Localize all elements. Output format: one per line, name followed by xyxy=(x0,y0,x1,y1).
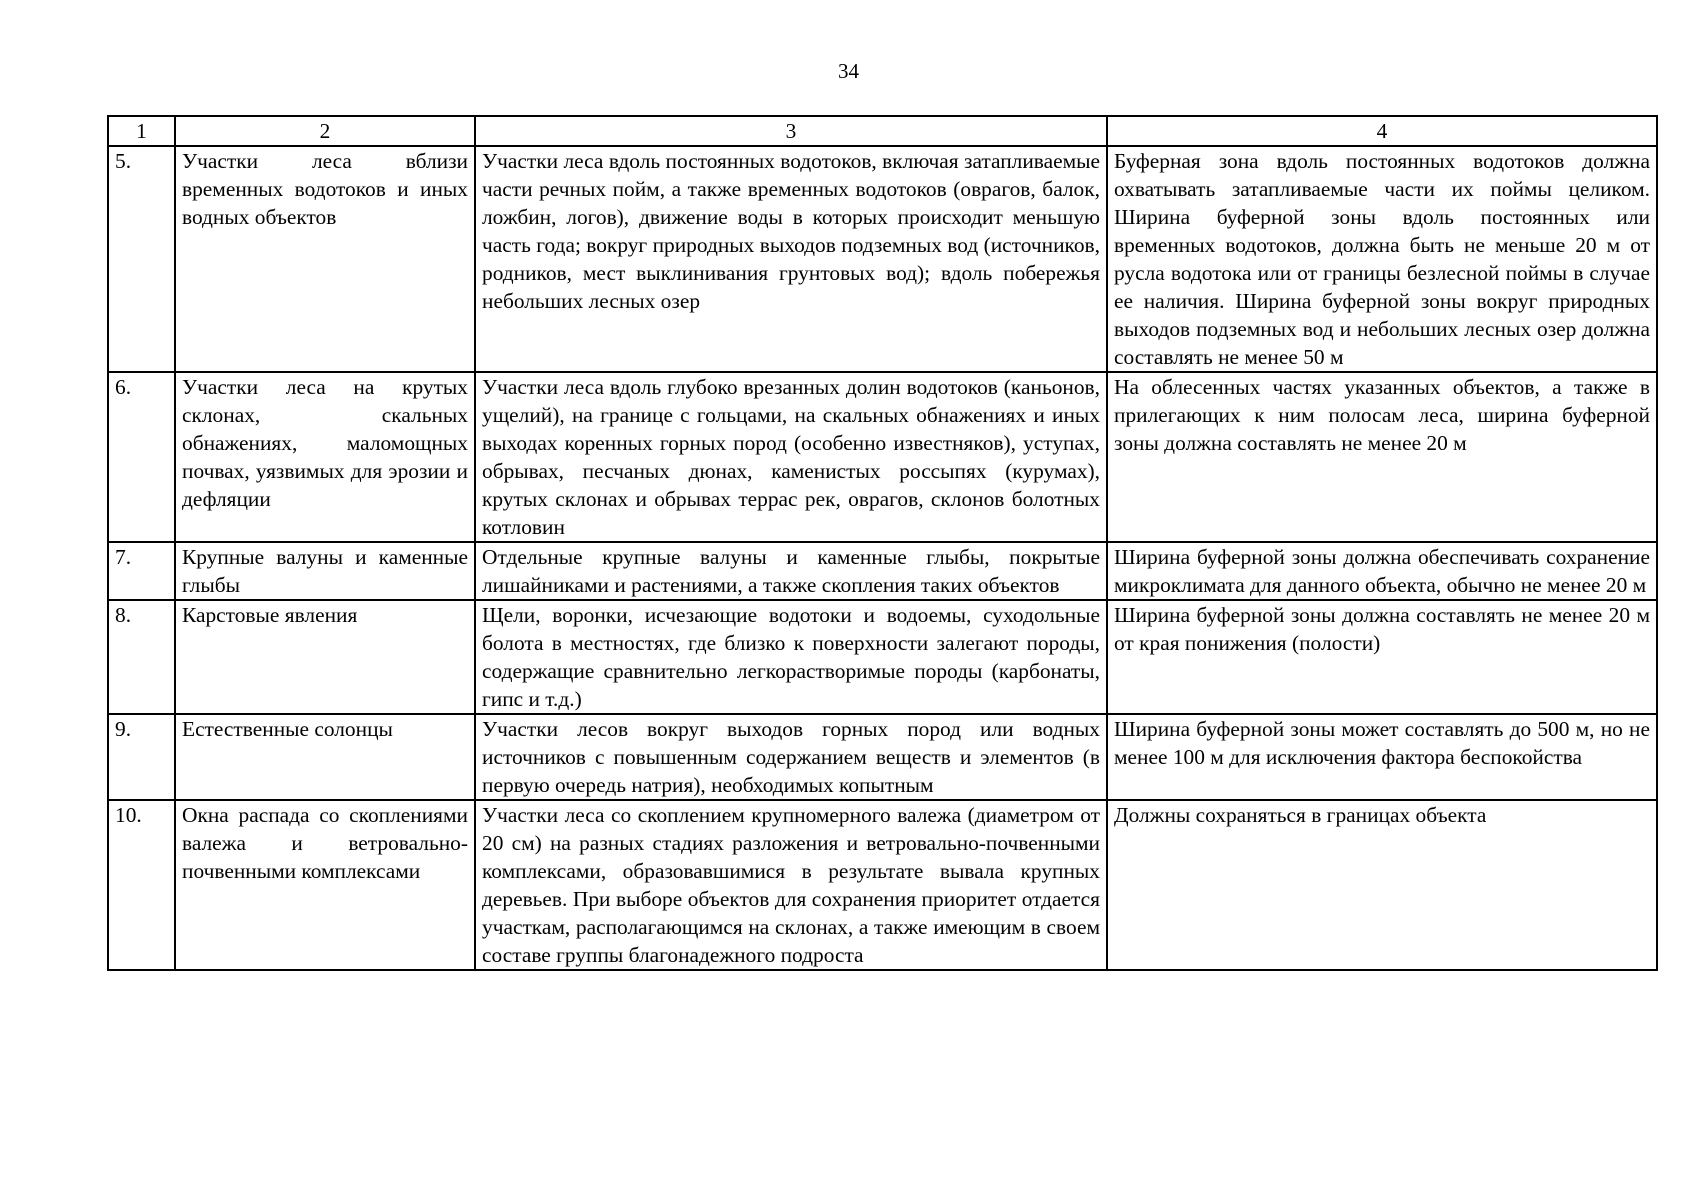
header-col-2: 2 xyxy=(175,116,475,146)
table-row xyxy=(108,542,1657,600)
object-description: Участки леса со скоплением крупномерного валежа (диаметром от 20 см) на разных стадиях разложения и ветровально-почвенными комплексами, образовавшимися в результате вывала крупных деревьев. При выборе объектов для сохранения приоритет отдается участкам, располагающимся на склонах, а также имеющим в своем составе группы благонадежного подроста xyxy=(475,800,1107,970)
page-number: 34 xyxy=(838,59,859,83)
object-description: Щели, воронки, исчезающие водотоки и водоемы, суходольные болота в местностях, где близко к поверхности залегают породы, содержащие сравнительно легкорастворимые породы (карбонаты, гипс и т.д.) xyxy=(475,600,1107,714)
row-number: 7. xyxy=(108,542,175,600)
object-description: Участки леса вдоль постоянных водотоков, включая затапливаемые части речных пойм, а также временных водотоков (оврагов, балок, ложбин, логов), движение воды в которых происходит меньшую часть года; вокруг природных выходов подземных вод (источников, родников, мест выклинивания грунтовых вод); вдоль побережья небольших лесных озер xyxy=(475,146,1107,372)
buffer-zone-requirement: Должны сохраняться в границах объекта xyxy=(1107,800,1657,970)
table-row xyxy=(108,714,1657,800)
buffer-zone-requirement: Ширина буферной зоны должна составлять не менее 20 м от края понижения (полости) xyxy=(1107,600,1657,714)
object-name: Карстовые явления xyxy=(175,600,475,714)
header-col-1: 1 xyxy=(108,116,175,146)
row-number: 10. xyxy=(108,800,175,970)
row-number: 6. xyxy=(108,372,175,542)
table-row xyxy=(108,372,1657,542)
header-col-3: 3 xyxy=(475,116,1107,146)
table-header-row xyxy=(108,116,1657,146)
object-description: Участки леса вдоль глубоко врезанных долин водотоков (каньонов, ущелий), на границе с гольцами, на скальных обнажениях и иных выходах коренных горных пород (особенно известняков), уступах, обрывах, песчаных дюнах, каменистых россыпях (курумах), крутых склонах и обрывах террас рек, оврагов, склонов болотных котловин xyxy=(475,372,1107,542)
object-description: Отдельные крупные валуны и каменные глыбы, покрытые лишайниками и растениями, а также скопления таких объектов xyxy=(475,542,1107,600)
object-name: Участки леса на крутых склонах, скальных обнажениях, маломощных почвах, уязвимых для эрозии и дефляции xyxy=(175,372,475,542)
row-number: 9. xyxy=(108,714,175,800)
table-row xyxy=(108,800,1657,970)
object-description: Участки лесов вокруг выходов горных пород или водных источников с повышенным содержанием веществ и элементов (в первую очередь натрия), необходимых копытным xyxy=(475,714,1107,800)
table-row xyxy=(108,600,1657,714)
forest-objects-table xyxy=(107,115,1658,971)
buffer-zone-requirement: На облесенных частях указанных объектов, а также в прилегающих к ним полосам леса, ширина буферной зоны должна составлять не менее 20 м xyxy=(1107,372,1657,542)
table-row xyxy=(108,146,1657,372)
row-number: 5. xyxy=(108,146,175,372)
row-number: 8. xyxy=(108,600,175,714)
buffer-zone-requirement: Ширина буферной зоны может составлять до 500 м, но не менее 100 м для исключения фактора беспокойства xyxy=(1107,714,1657,800)
object-name: Окна распада со скоплениями валежа и ветровально-почвенными комплексами xyxy=(175,800,475,970)
object-name: Естественные солонцы xyxy=(175,714,475,800)
header-col-4: 4 xyxy=(1107,116,1657,146)
buffer-zone-requirement: Ширина буферной зоны должна обеспечивать сохранение микроклимата для данного объекта, обычно не менее 20 м xyxy=(1107,542,1657,600)
object-name: Участки леса вблизи временных водотоков и иных водных объектов xyxy=(175,146,475,372)
buffer-zone-requirement: Буферная зона вдоль постоянных водотоков должна охватывать затапливаемые части их поймы целиком. Ширина буферной зоны вдоль постоянных или временных водотоков, должна быть не меньше 20 м от русла водотока или от границы безлесной поймы в случае ее наличия. Ширина буферной зоны вокруг природных выходов подземных вод и небольших лесных озер должна составлять не менее 50 м xyxy=(1107,146,1657,372)
object-name: Крупные валуны и каменные глыбы xyxy=(175,542,475,600)
